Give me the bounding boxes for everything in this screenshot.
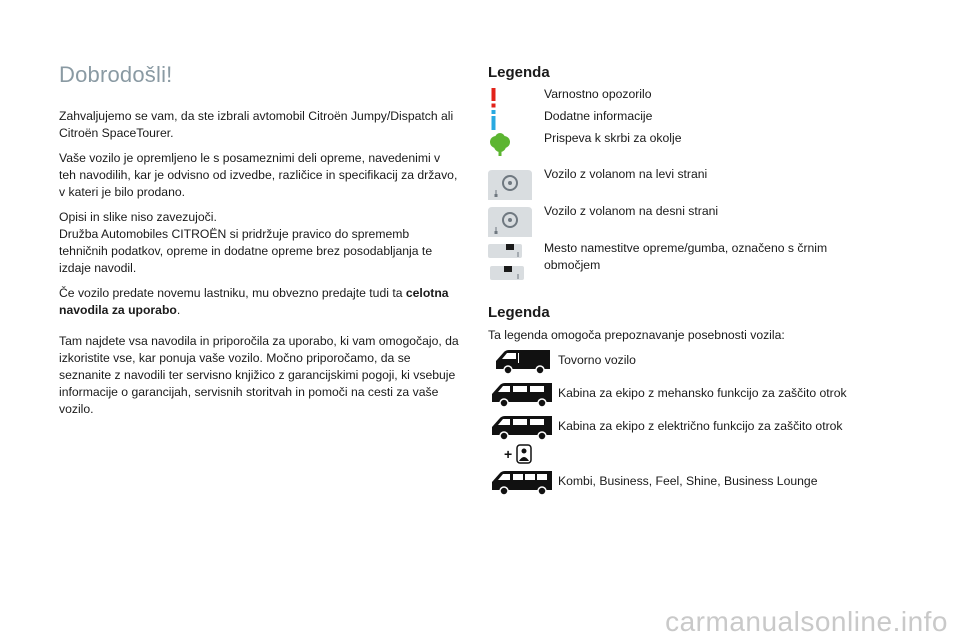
rights-line: Družba Automobiles CITROËN si pridržuje pravico do sprememb tehničnih podatkov, opreme in dodatne opreme brez posodabljanja te izdaje navodil. xyxy=(59,227,433,275)
crew-cab-icon xyxy=(490,382,554,408)
warning-icon xyxy=(490,88,498,108)
paragraph-instructions: Tam najdete vsa navodila in priporočila za uporabo, ki vam omogočajo, da izkoristite vse, kar ponuja vaše vozilo. Močno priporočamo, da se seznanite z navodili ter servisno knjižico z garancijskimi pogoji, ki vsebuje informacije o garancijah, servisnih storitvah in pomoči na cesti za vaše vozilo. xyxy=(59,334,459,416)
vehicle-label: Kombi, Business, Feel, Shine, Business Lounge xyxy=(558,474,818,488)
watermark: carmanualsonline.info xyxy=(665,606,948,637)
right-hand-drive-icon xyxy=(488,207,532,237)
svg-text:+: + xyxy=(504,446,513,462)
vehicle-item-crew-cab-electric xyxy=(488,415,928,467)
vehicle-label: Tovorno vozilo xyxy=(558,353,636,367)
vehicle-item-crew-cab xyxy=(488,382,928,410)
paragraph-equipment: Vaše vozilo je opremljeno le s posameznimi deli opreme, navedenimi v teh navodilih, kar je odvisno od izvedbe, različice in specifikacij za državo, v kateri je bilo prodano. xyxy=(59,151,458,199)
vehicle-label: Kabina za ekipo z mehansko funkcijo za zaščito otrok xyxy=(558,386,847,400)
paragraph-disclaimer xyxy=(59,209,459,277)
van-icon xyxy=(494,349,552,375)
disclaimer-line: Opisi in slike niso zavezujoči. xyxy=(59,210,217,224)
crew-cab-electric-icon xyxy=(490,415,554,467)
vehicle-legend-heading: Legenda xyxy=(488,304,550,321)
legend-label: Vozilo z volanom na levi strani xyxy=(544,167,708,181)
legend-label: Prispeva k skrbi za okolje xyxy=(544,131,682,145)
vehicle-label: Kabina za ekipo z električno funkcijo za zaščito otrok xyxy=(558,419,843,433)
legend-heading: Legenda xyxy=(488,64,550,81)
info-icon xyxy=(490,110,498,130)
legend-label: Mesto namestitve opreme/gumba, označeno s črnim območjem xyxy=(544,241,828,272)
vehicle-item-combi xyxy=(488,470,928,498)
legend-label: Vozilo z volanom na desni strani xyxy=(544,204,719,218)
vehicle-item-van xyxy=(488,349,928,377)
handover-end: . xyxy=(176,303,181,317)
equipment-location-icon xyxy=(488,242,532,280)
environment-tree-icon xyxy=(488,133,512,157)
intro-column xyxy=(59,62,459,426)
left-hand-drive-icon xyxy=(488,170,532,200)
legend-label: Varnostno opozorilo xyxy=(544,87,652,101)
vehicle-legend-intro: Ta legenda omogoča prepoznavanje posebnosti vozila: xyxy=(488,328,785,342)
handover-text: Če vozilo predate novemu lastniku, mu obvezno predajte tudi ta xyxy=(59,286,406,300)
paragraph-thanks: Zahvaljujemo se vam, da ste izbrali avtomobil Citroën Jumpy/Dispatch ali Citroën SpaceTourer. xyxy=(59,109,454,140)
page-title: Dobrodošli! xyxy=(59,62,173,87)
handover-bold: celotna navodila za uporabo xyxy=(59,286,449,317)
legend-label: Dodatne informacije xyxy=(544,109,653,123)
paragraph-handover xyxy=(59,285,459,319)
combi-icon xyxy=(490,470,554,496)
